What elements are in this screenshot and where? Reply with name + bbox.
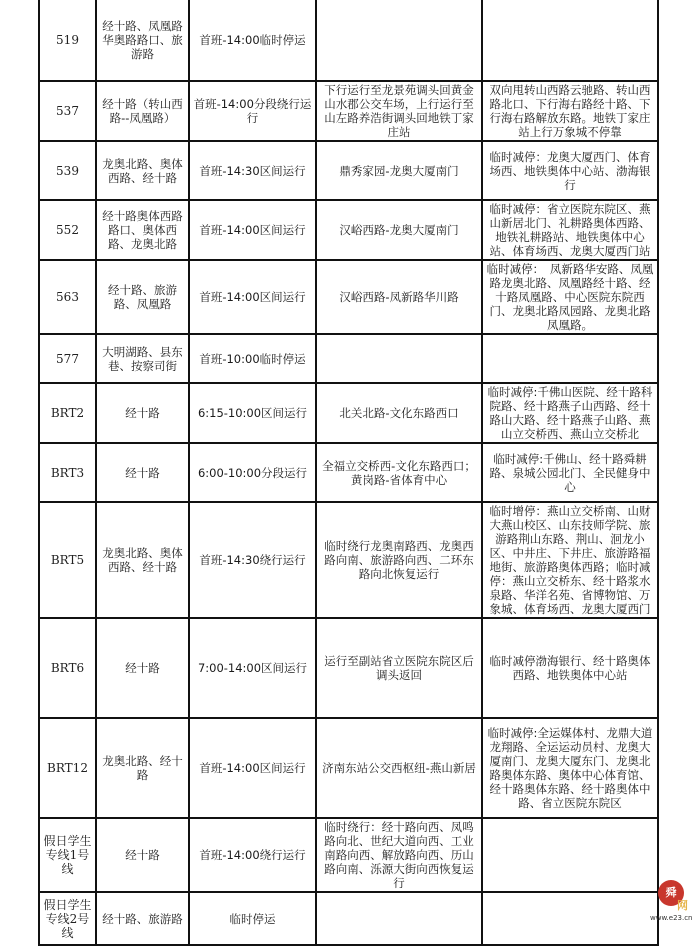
detour-route-cell [316,892,482,945]
operation-time-cell: 首班-14:00区间运行 [189,200,316,260]
route-number-cell: 假日学生专线1号线 [39,818,96,892]
affected-road-cell: 经十路 [96,383,189,443]
route-number-cell: BRT12 [39,718,96,818]
detour-route-cell [316,334,482,383]
affected-road-cell: 经十路 [96,618,189,718]
table-row [39,334,658,383]
detour-route-cell [316,0,482,81]
route-number-cell: 552 [39,200,96,260]
watermark-url: www.e23.cn [650,914,693,922]
stop-changes-cell: 临时减停渤海银行、经十路奥体西路、地铁奥体中心站 [482,618,658,718]
detour-route-cell: 北关北路-文化东路西口 [316,383,482,443]
detour-route-cell: 运行至副站省立医院东院区后调头返回 [316,618,482,718]
stop-changes-cell: 临时减停：省立医院东院区、燕山新居北门、礼耕路奥体西路、地铁礼耕路站、地铁奥体中心站、体育场西、龙奥大厦西门站 [482,200,658,260]
affected-road-cell: 经十路奥体西路路口、奥体西路、龙奥北路 [96,200,189,260]
route-number-cell: 假日学生专线2号线 [39,892,96,945]
operation-time-cell: 首班-14:30区间运行 [189,141,316,200]
route-number-cell: 537 [39,81,96,141]
detour-route-cell: 汉峪西路-龙奥大厦南门 [316,200,482,260]
table-row [39,200,658,260]
affected-road-cell: 龙奥北路、奥体西路、经十路 [96,141,189,200]
stop-changes-cell: 临时减停:千佛山、经十路舜耕路、泉城公园北门、全民健身中心 [482,443,658,502]
seal-logo-icon: 舜 [658,880,684,906]
operation-time-cell: 首班-14:00区间运行 [189,718,316,818]
table-row [39,443,658,502]
detour-route-cell: 济南东站公交西枢纽-燕山新居 [316,718,482,818]
route-number-cell: BRT6 [39,618,96,718]
stop-changes-cell: 临时减停： 凤新路华安路、凤凰路龙奥北路、凤凰路经十路、经十路凤凰路、中心医院东院西门、龙奥北路凤园路、龙奥北路凤凰路。 [482,260,658,334]
route-number-cell: 539 [39,141,96,200]
stop-changes-cell [482,818,658,892]
affected-road-cell: 大明湖路、县东巷、按察司街 [96,334,189,383]
table-row [39,618,658,718]
bus-route-adjustment-table [38,0,659,946]
route-number-cell: BRT2 [39,383,96,443]
stop-changes-cell: 临时减停:千佛山医院、经十路科院路、经十路燕子山西路、经十路山大路、经十路燕子山路、燕山立交桥西、燕山立交桥北 [482,383,658,443]
stop-changes-cell: 临时减停:全运媒体村、龙鼎大道龙翔路、全运运动员村、龙奥大厦南门、龙奥大厦东门、龙奥北路奥体东路、奥体中心体育馆、经十路奥体东路、经十路奥体中路、省立医院东院区 [482,718,658,818]
stop-changes-cell: 临时增停：燕山立交桥南、山财大燕山校区、山东技师学院、旅游路荆山东路、荆山、洄龙小区、中井庄、下井庄、旅游路福地街、旅游路奥体西路；临时减停：燕山立交桥东、经十路浆水泉路、华洋名苑、省博物馆、万象城、体育场西、龙奥大厦西门 [482,502,658,618]
affected-road-cell: 经十路（转山西路--凤凰路） [96,81,189,141]
stop-changes-cell [482,0,658,81]
operation-time-cell: 6:15-10:00区间运行 [189,383,316,443]
affected-road-cell: 龙奥北路、奥体西路、经十路 [96,502,189,618]
detour-route-cell: 临时绕行：经十路向西、凤鸣路向北、世纪大道向西、工业南路向西、解放路向西、历山路向南、泺源大街向西恢复运行 [316,818,482,892]
detour-route-cell: 下行运行至龙景苑调头回黄金山水郡公交车场，上行运行至山左路养浩街调头回地铁丁家庄站 [316,81,482,141]
detour-route-cell: 鼎秀家园-龙奥大厦南门 [316,141,482,200]
affected-road-cell: 经十路、凤凰路华奥路路口、旅游路 [96,0,189,81]
detour-route-cell: 汉峪西路-凤新路华川路 [316,260,482,334]
watermark-tail: 网 [677,899,688,912]
route-number-cell: 563 [39,260,96,334]
stop-changes-cell [482,334,658,383]
route-number-cell: 577 [39,334,96,383]
table-row [39,141,658,200]
table-row [39,81,658,141]
operation-time-cell: 7:00-14:00区间运行 [189,618,316,718]
operation-time-cell: 首班-14:00区间运行 [189,260,316,334]
route-number-cell: BRT5 [39,502,96,618]
affected-road-cell: 经十路、旅游路 [96,892,189,945]
table-row [39,383,658,443]
table-row [39,502,658,618]
route-number-cell: 519 [39,0,96,81]
site-watermark [650,880,700,933]
operation-time-cell: 首班-14:30绕行运行 [189,502,316,618]
affected-road-cell: 龙奥北路、经十路 [96,718,189,818]
table-row [39,892,658,945]
table-row [39,0,658,81]
operation-time-cell: 首班-14:00分段绕行运行 [189,81,316,141]
operation-time-cell: 首班-14:00绕行运行 [189,818,316,892]
stop-changes-cell: 临时减停：龙奥大厦西门、体育场西、地铁奥体中心站、渤海银行 [482,141,658,200]
operation-time-cell: 6:00-10:00分段运行 [189,443,316,502]
stop-changes-cell: 双向甩转山西路云驰路、转山西路北口、下行海右路经十路、下行海右路解放东路。地铁丁家庄站上行万象城不停靠 [482,81,658,141]
operation-time-cell: 临时停运 [189,892,316,945]
detour-route-cell: 全福立交桥西-文化东路西口；黄岗路-省体育中心 [316,443,482,502]
table-row [39,718,658,818]
affected-road-cell: 经十路 [96,818,189,892]
affected-road-cell: 经十路 [96,443,189,502]
table-row [39,818,658,892]
operation-time-cell: 首班-14:00临时停运 [189,0,316,81]
detour-route-cell: 临时绕行龙奥南路西、龙奥西路向南、旅游路向西、二环东路向北恢复运行 [316,502,482,618]
stop-changes-cell [482,892,658,945]
table-row [39,260,658,334]
operation-time-cell: 首班-10:00临时停运 [189,334,316,383]
route-number-cell: BRT3 [39,443,96,502]
affected-road-cell: 经十路、旅游路、凤凰路 [96,260,189,334]
